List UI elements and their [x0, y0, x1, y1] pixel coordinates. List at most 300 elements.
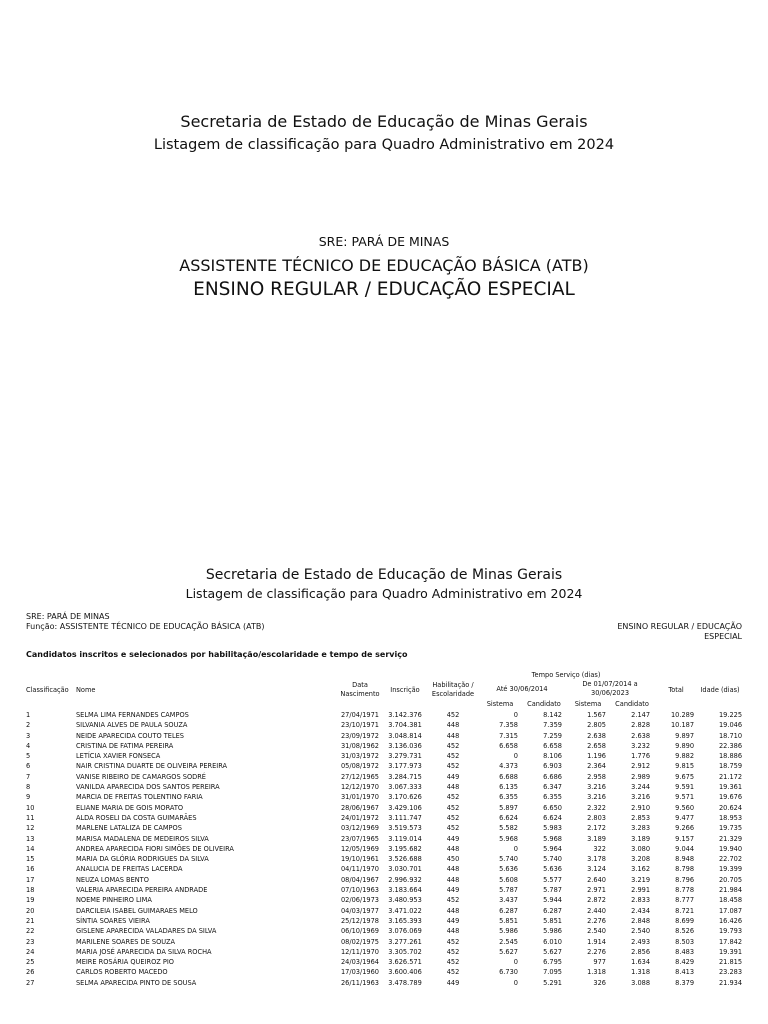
cell-idade: 20.624	[718, 803, 743, 812]
cell-classificacao: 25	[26, 958, 35, 967]
table-row	[26, 782, 742, 792]
cell-idade: 19.940	[718, 844, 743, 853]
cell-habilitacao: 448	[446, 783, 460, 792]
cell-candidato-2014-2023: 2.147	[631, 711, 651, 719]
cell-sistema-2014-2023: 2.638	[587, 731, 606, 740]
cell-candidato-2014-2023: 3.080	[631, 844, 651, 853]
cell-classificacao: 23	[26, 937, 35, 946]
cell-habilitacao: 452	[446, 958, 460, 967]
table-row	[26, 854, 742, 864]
cell-classificacao: 18	[26, 886, 35, 895]
cell-candidato-ate-2014: 5.983	[543, 824, 562, 833]
cell-inscricao: 3.471.022	[388, 906, 422, 915]
cell-idade: 18.953	[718, 813, 743, 822]
cell-classificacao: 11	[26, 813, 35, 822]
cell-candidato-2014-2023: 3.088	[631, 978, 651, 987]
cell-candidato-ate-2014: 6.347	[543, 783, 562, 792]
table-row	[26, 813, 742, 823]
cell-inscricao: 3.142.376	[388, 711, 422, 719]
cell-habilitacao: 452	[446, 813, 460, 822]
cell-classificacao: 2	[26, 721, 31, 730]
cell-candidato-ate-2014: 6.010	[543, 937, 562, 946]
page-meta-right	[602, 622, 742, 642]
cell-total: 9.591	[675, 783, 695, 792]
cell-nome: MARLENE LATALIZA DE CAMPOS	[76, 824, 182, 833]
page-subtitle: Listagem de classificação para Quadro Administrativo em 2024	[185, 586, 583, 601]
cell-classificacao: 6	[26, 762, 31, 771]
cell-sistema-2014-2023: 3.216	[587, 783, 606, 792]
cell-nome: SÍNTIA SOARES VIEIRA	[76, 916, 150, 925]
cell-nome: MARILENE SOARES DE SOUZA	[76, 937, 176, 946]
cell-total: 8.778	[675, 886, 695, 895]
header-classificacao: Classificação	[26, 685, 69, 694]
cell-inscricao: 2.996.932	[388, 875, 422, 884]
cell-total: 9.815	[675, 762, 695, 771]
cell-habilitacao: 448	[446, 865, 460, 874]
cell-inscricao: 3.170.626	[388, 793, 422, 802]
cell-inscricao: 3.195.682	[388, 844, 422, 853]
cell-sistema-ate-2014: 6.688	[499, 772, 518, 781]
cell-nome: NEUZA LOMAS BENTO	[76, 875, 149, 884]
cell-inscricao: 3.284.715	[388, 772, 422, 781]
cell-total: 8.526	[675, 927, 695, 936]
cell-habilitacao: 449	[446, 978, 460, 987]
cell-candidato-2014-2023: 3.208	[631, 855, 651, 864]
cell-candidato-2014-2023: 2.540	[631, 927, 651, 936]
cell-nome: CARLOS ROBERTO MACEDO	[76, 968, 168, 977]
cell-data-nascimento: 04/11/1970	[340, 865, 379, 874]
cell-inscricao: 3.600.406	[388, 968, 422, 977]
cell-sistema-2014-2023: 1.318	[587, 968, 606, 977]
cell-candidato-2014-2023: 3.216	[631, 793, 651, 802]
cell-candidato-ate-2014: 5.968	[543, 834, 562, 843]
table-row	[26, 875, 742, 885]
cell-habilitacao: 452	[446, 762, 460, 771]
cell-data-nascimento: 25/12/1978	[340, 916, 379, 925]
cell-inscricao: 3.183.664	[388, 886, 422, 895]
page-modality-line2: ESPECIAL	[704, 632, 742, 641]
cell-sistema-2014-2023: 2.640	[587, 875, 606, 884]
cell-data-nascimento: 27/04/1971	[340, 711, 379, 719]
cell-candidato-2014-2023: 2.856	[631, 947, 651, 956]
cell-nome: GISLENE APARECIDA VALADARES DA SILVA	[76, 927, 217, 936]
cell-sistema-ate-2014: 0	[513, 958, 518, 967]
cell-inscricao: 3.119.014	[388, 834, 422, 843]
cell-candidato-2014-2023: 3.244	[631, 783, 651, 792]
cell-habilitacao: 448	[446, 721, 460, 730]
cell-candidato-ate-2014: 6.795	[543, 958, 562, 967]
cell-idade: 19.399	[718, 865, 743, 874]
cell-candidato-2014-2023: 1.634	[631, 958, 651, 967]
cell-candidato-2014-2023: 2.833	[631, 896, 651, 905]
cell-data-nascimento: 26/11/1963	[340, 978, 379, 987]
cell-total: 8.483	[675, 947, 695, 956]
cell-sistema-ate-2014: 6.730	[499, 968, 518, 977]
cell-total: 8.379	[675, 978, 695, 987]
cell-classificacao: 9	[26, 793, 31, 802]
cell-nome: MEIRE ROSÁRIA QUEIROZ PIO	[76, 958, 174, 967]
cell-candidato-ate-2014: 5.636	[543, 865, 562, 874]
cell-candidato-ate-2014: 8.142	[543, 711, 562, 719]
cell-sistema-ate-2014: 6.355	[499, 793, 518, 802]
cell-sistema-2014-2023: 2.658	[587, 741, 606, 750]
table-row	[26, 864, 742, 874]
table-row	[26, 957, 742, 967]
cell-habilitacao: 452	[446, 741, 460, 750]
cell-total: 9.882	[675, 752, 695, 761]
cell-classificacao: 5	[26, 752, 31, 761]
cell-classificacao: 20	[26, 906, 35, 915]
page-function: Função: ASSISTENTE TÉCNICO DE EDUCAÇÃO BÁSICA (ATB)	[26, 622, 265, 631]
cell-habilitacao: 452	[446, 937, 460, 946]
cell-sistema-2014-2023: 2.971	[587, 886, 606, 895]
cell-classificacao: 7	[26, 772, 31, 781]
cell-sistema-2014-2023: 2.322	[587, 803, 606, 812]
cell-sistema-2014-2023: 3.189	[587, 834, 606, 843]
cell-habilitacao: 452	[446, 711, 460, 719]
cell-data-nascimento: 03/12/1969	[340, 824, 379, 833]
table-row	[26, 834, 742, 844]
cell-sistema-2014-2023: 2.805	[587, 721, 606, 730]
cell-classificacao: 14	[26, 844, 35, 853]
cell-idade: 18.886	[718, 752, 743, 761]
cell-sistema-ate-2014: 3.437	[499, 896, 518, 905]
cell-classificacao: 19	[26, 896, 35, 905]
cell-nome: NAIR CRISTINA DUARTE DE OLIVEIRA PEREIRA	[76, 762, 228, 771]
cell-inscricao: 3.519.573	[388, 824, 422, 833]
cell-data-nascimento: 24/01/1972	[340, 813, 379, 822]
cell-sistema-2014-2023: 977	[593, 958, 606, 967]
cell-nome: SELMA APARECIDA PINTO DE SOUSA	[76, 978, 197, 987]
cell-inscricao: 3.030.701	[388, 865, 422, 874]
cell-inscricao: 3.111.747	[388, 813, 422, 822]
cell-candidato-2014-2023: 3.219	[631, 875, 651, 884]
cell-idade: 19.361	[718, 783, 743, 792]
table-row	[26, 803, 742, 813]
cell-inscricao: 3.305.702	[388, 947, 422, 956]
header-idade: Idade (dias)	[700, 685, 740, 694]
cell-sistema-2014-2023: 2.958	[587, 772, 606, 781]
cell-inscricao: 3.526.688	[388, 855, 422, 864]
cell-habilitacao: 448	[446, 731, 460, 740]
table-row	[26, 844, 742, 854]
table-row	[26, 741, 742, 751]
cell-idade: 19.793	[718, 927, 743, 936]
table-row	[26, 720, 742, 730]
cell-classificacao: 24	[26, 947, 35, 956]
cell-candidato-2014-2023: 1.776	[631, 752, 651, 761]
classification-table	[26, 670, 742, 988]
cell-sistema-2014-2023: 2.803	[587, 813, 606, 822]
header-total: Total	[668, 685, 684, 694]
cell-sistema-2014-2023: 2.276	[587, 916, 606, 925]
cell-habilitacao: 452	[446, 803, 460, 812]
cell-total: 9.897	[675, 731, 695, 740]
table-row	[26, 792, 742, 802]
cell-candidato-ate-2014: 7.259	[543, 731, 562, 740]
cell-idade: 19.735	[718, 824, 743, 833]
cell-sistema-ate-2014: 6.624	[499, 813, 518, 822]
cell-candidato-ate-2014: 7.359	[543, 721, 562, 730]
cell-nome: CRISTINA DE FATIMA PEREIRA	[76, 741, 174, 750]
cell-habilitacao: 449	[446, 772, 460, 781]
cell-candidato-2014-2023: 2.912	[631, 762, 651, 771]
cell-idade: 18.759	[718, 762, 743, 771]
cell-nome: VANISE RIBEIRO DE CAMARGOS SODRÉ	[76, 772, 206, 781]
cell-total: 8.948	[675, 855, 695, 864]
table-row	[26, 751, 742, 761]
cell-habilitacao: 452	[446, 968, 460, 977]
cell-inscricao: 3.626.571	[388, 958, 422, 967]
cell-data-nascimento: 23/07/1965	[340, 834, 379, 843]
cell-total: 9.560	[675, 803, 695, 812]
cell-nome: SELMA LIMA FERNANDES CAMPOS	[76, 711, 189, 719]
cell-candidato-ate-2014: 5.964	[543, 844, 562, 853]
table-row	[26, 895, 742, 905]
cell-sistema-2014-2023: 2.364	[587, 762, 606, 771]
cell-data-nascimento: 27/12/1965	[340, 772, 379, 781]
cell-total: 9.571	[675, 793, 695, 802]
cell-total: 8.413	[675, 968, 695, 977]
cell-classificacao: 12	[26, 824, 35, 833]
cell-habilitacao: 452	[446, 824, 460, 833]
cell-inscricao: 3.478.789	[388, 978, 422, 987]
cell-idade: 18.710	[718, 731, 743, 740]
cell-total: 8.777	[675, 896, 695, 905]
table-row	[26, 823, 742, 833]
cell-sistema-ate-2014: 5.897	[499, 803, 518, 812]
cell-total: 9.890	[675, 741, 695, 750]
cell-candidato-2014-2023: 2.848	[631, 916, 651, 925]
table-row	[26, 947, 742, 957]
cell-data-nascimento: 07/10/1963	[340, 886, 379, 895]
cell-sistema-2014-2023: 2.540	[587, 927, 606, 936]
cell-data-nascimento: 12/05/1969	[340, 844, 379, 853]
cell-sistema-2014-2023: 2.440	[587, 906, 606, 915]
cell-candidato-ate-2014: 5.851	[543, 916, 562, 925]
cell-idade: 23.283	[718, 968, 743, 977]
header-nome: Nome	[76, 685, 96, 694]
cell-nome: MARCIA DE FREITAS TOLENTINO FARIA	[76, 793, 203, 802]
table-row	[26, 885, 742, 895]
cell-sistema-ate-2014: 6.658	[499, 741, 518, 750]
cell-habilitacao: 449	[446, 834, 460, 843]
cell-total: 8.699	[675, 916, 695, 925]
cell-total: 8.796	[675, 875, 695, 884]
cell-data-nascimento: 28/06/1967	[340, 803, 379, 812]
cell-nome: VANILDA APARECIDA DOS SANTOS PEREIRA	[76, 783, 220, 792]
cell-candidato-2014-2023: 2.910	[631, 803, 651, 812]
cell-habilitacao: 449	[446, 886, 460, 895]
cell-data-nascimento: 17/03/1960	[340, 968, 379, 977]
cell-nome: DARCILEIA ISABEL GUIMARAES MELO	[76, 906, 198, 915]
table-row	[26, 761, 742, 771]
table-row	[26, 906, 742, 916]
cell-sistema-ate-2014: 5.608	[499, 875, 518, 884]
header-inscricao: Inscrição	[390, 685, 420, 694]
cell-sistema-ate-2014: 0	[513, 978, 518, 987]
cell-data-nascimento: 08/02/1975	[340, 937, 379, 946]
cell-sistema-2014-2023: 1.914	[587, 937, 606, 946]
cell-candidato-ate-2014: 7.095	[543, 968, 562, 977]
cell-idade: 20.705	[718, 875, 743, 884]
cell-sistema-2014-2023: 322	[593, 844, 606, 853]
cell-sistema-2014-2023: 326	[593, 978, 606, 987]
cell-candidato-2014-2023: 2.638	[631, 731, 651, 740]
cell-sistema-ate-2014: 5.582	[499, 824, 518, 833]
cell-classificacao: 26	[26, 968, 35, 977]
cell-habilitacao: 450	[446, 855, 460, 864]
cell-nome: VALERIA APARECIDA PEREIRA ANDRADE	[76, 886, 208, 895]
cell-sistema-2014-2023: 1.196	[587, 752, 606, 761]
cell-sistema-ate-2014: 5.627	[499, 947, 518, 956]
cell-classificacao: 1	[26, 711, 31, 719]
header-tempo-servico: Tempo Serviço (dias)	[531, 670, 601, 679]
cell-candidato-ate-2014: 5.291	[543, 978, 562, 987]
cell-nome: ANALUCIA DE FREITAS LACERDA	[76, 865, 183, 874]
cell-sistema-ate-2014: 5.740	[499, 855, 518, 864]
header-sistema-1: Sistema	[486, 699, 514, 708]
cell-sistema-2014-2023: 3.178	[587, 855, 606, 864]
cell-classificacao: 4	[26, 741, 31, 750]
cell-candidato-ate-2014: 5.986	[543, 927, 562, 936]
cell-sistema-ate-2014: 5.968	[499, 834, 518, 843]
cover-function: ASSISTENTE TÉCNICO DE EDUCAÇÃO BÁSICA (ATB)	[179, 256, 589, 275]
cell-data-nascimento: 12/11/1970	[340, 947, 379, 956]
cell-idade: 21.815	[718, 958, 743, 967]
cell-data-nascimento: 31/08/1962	[340, 741, 379, 750]
cell-classificacao: 27	[26, 978, 35, 987]
cell-habilitacao: 452	[446, 793, 460, 802]
header-periodo-2014-2023: De 01/07/2014 a 30/06/2023	[582, 680, 638, 697]
cell-nome: LETÍCIA XAVIER FONSECA	[76, 752, 161, 761]
cell-sistema-2014-2023: 2.172	[587, 824, 606, 833]
cell-sistema-2014-2023: 2.276	[587, 947, 606, 956]
cell-sistema-ate-2014: 2.545	[499, 937, 518, 946]
cell-candidato-2014-2023: 3.189	[631, 834, 651, 843]
cell-nome: NEIDE APARECIDA COUTO TELES	[76, 731, 184, 740]
cell-data-nascimento: 31/01/1970	[340, 793, 379, 802]
cell-inscricao: 3.279.731	[388, 752, 422, 761]
cell-nome: MARIA DA GLÓRIA RODRIGUES DA SILVA	[76, 855, 209, 864]
section-title: Candidatos inscritos e selecionados por habilitação/escolaridade e tempo de serviço	[26, 650, 408, 659]
cell-classificacao: 15	[26, 855, 35, 864]
page-modality-line1: ENSINO REGULAR / EDUCAÇÃO	[617, 622, 742, 631]
cell-candidato-ate-2014: 6.686	[543, 772, 562, 781]
cell-nome: SILVANIA ALVES DE PAULA SOUZA	[76, 721, 188, 730]
cell-sistema-ate-2014: 0	[513, 711, 518, 719]
header-sistema-2: Sistema	[574, 699, 602, 708]
cell-sistema-ate-2014: 5.851	[499, 916, 518, 925]
cell-nome: MARIA JOSÉ APARECIDA DA SILVA ROCHA	[76, 947, 212, 956]
cell-candidato-2014-2023: 1.318	[631, 968, 651, 977]
cell-idade: 18.458	[718, 896, 743, 905]
cell-classificacao: 21	[26, 916, 35, 925]
page-meta-left	[26, 612, 264, 632]
cell-habilitacao: 448	[446, 844, 460, 853]
cell-data-nascimento: 19/10/1961	[340, 855, 379, 864]
cell-nome: ELIANE MARIA DE GOIS MORATO	[76, 803, 184, 812]
cell-idade: 22.386	[718, 741, 743, 750]
cell-candidato-ate-2014: 5.944	[543, 896, 562, 905]
cell-inscricao: 3.067.333	[388, 783, 422, 792]
cell-classificacao: 8	[26, 783, 31, 792]
cell-idade: 19.676	[718, 793, 743, 802]
cell-sistema-2014-2023: 3.216	[587, 793, 606, 802]
cell-candidato-2014-2023: 2.989	[631, 772, 651, 781]
cell-data-nascimento: 23/09/1972	[340, 731, 379, 740]
cell-habilitacao: 448	[446, 906, 460, 915]
cell-idade: 21.329	[718, 834, 743, 843]
cell-data-nascimento: 05/08/1972	[340, 762, 379, 771]
cell-candidato-2014-2023: 3.283	[631, 824, 651, 833]
cell-sistema-2014-2023: 1.567	[587, 711, 606, 719]
cell-idade: 19.046	[718, 721, 743, 730]
cell-data-nascimento: 02/06/1973	[340, 896, 379, 905]
page-org-title: Secretaria de Estado de Educação de Minas Gerais	[205, 567, 563, 583]
cover-sre: SRE: PARÁ DE MINAS	[318, 234, 450, 249]
cell-data-nascimento: 23/10/1971	[340, 721, 379, 730]
cell-candidato-2014-2023: 3.162	[631, 865, 651, 874]
page-sre: SRE: PARÁ DE MINAS	[26, 612, 110, 621]
table-row	[26, 937, 742, 947]
cell-candidato-ate-2014: 6.287	[543, 906, 562, 915]
cell-sistema-ate-2014: 4.373	[499, 762, 518, 771]
table-row	[26, 978, 742, 988]
cover-subtitle: Listagem de classificação para Quadro Administrativo em 2024	[153, 137, 615, 153]
cell-idade: 21.984	[718, 886, 743, 895]
cell-sistema-ate-2014: 6.135	[499, 783, 518, 792]
header-candidato-2: Candidato	[615, 699, 649, 708]
cell-candidato-ate-2014: 5.627	[543, 947, 562, 956]
cell-idade: 17.087	[718, 906, 743, 915]
cell-habilitacao: 449	[446, 916, 460, 925]
cell-candidato-ate-2014: 5.787	[543, 886, 562, 895]
table-header	[26, 670, 742, 710]
cover-org-title: Secretaria de Estado de Educação de Minas Gerais	[180, 112, 588, 131]
cell-sistema-ate-2014: 5.636	[499, 865, 518, 874]
cell-candidato-ate-2014: 6.658	[543, 741, 562, 750]
cell-total: 10.289	[670, 711, 695, 719]
cell-classificacao: 13	[26, 834, 35, 843]
cell-candidato-ate-2014: 6.355	[543, 793, 562, 802]
cell-data-nascimento: 04/03/1977	[340, 906, 379, 915]
cell-candidato-2014-2023: 3.232	[631, 741, 651, 750]
cell-inscricao: 3.076.069	[388, 927, 422, 936]
cell-sistema-ate-2014: 7.358	[499, 721, 518, 730]
cell-sistema-2014-2023: 2.872	[587, 896, 606, 905]
cell-inscricao: 3.048.814	[388, 731, 422, 740]
cell-nome: ALDA ROSELI DA COSTA GUIMARÃES	[76, 813, 197, 822]
cell-data-nascimento: 06/10/1969	[340, 927, 379, 936]
table-row	[26, 731, 742, 741]
cell-classificacao: 22	[26, 927, 35, 936]
cell-total: 8.429	[675, 958, 695, 967]
cell-candidato-ate-2014: 5.740	[543, 855, 562, 864]
cell-candidato-ate-2014: 6.624	[543, 813, 562, 822]
cell-classificacao: 17	[26, 875, 35, 884]
cell-sistema-ate-2014: 0	[513, 752, 518, 761]
cell-inscricao: 3.480.953	[388, 896, 422, 905]
cell-data-nascimento: 12/12/1970	[340, 783, 379, 792]
cell-idade: 22.702	[718, 855, 743, 864]
cell-inscricao: 3.704.381	[388, 721, 422, 730]
header-data-nascimento: Data Nascimento	[340, 681, 380, 698]
cell-candidato-ate-2014: 6.903	[543, 762, 562, 771]
cell-sistema-ate-2014: 6.287	[499, 906, 518, 915]
cell-candidato-ate-2014: 5.577	[543, 875, 562, 884]
cell-habilitacao: 452	[446, 752, 460, 761]
